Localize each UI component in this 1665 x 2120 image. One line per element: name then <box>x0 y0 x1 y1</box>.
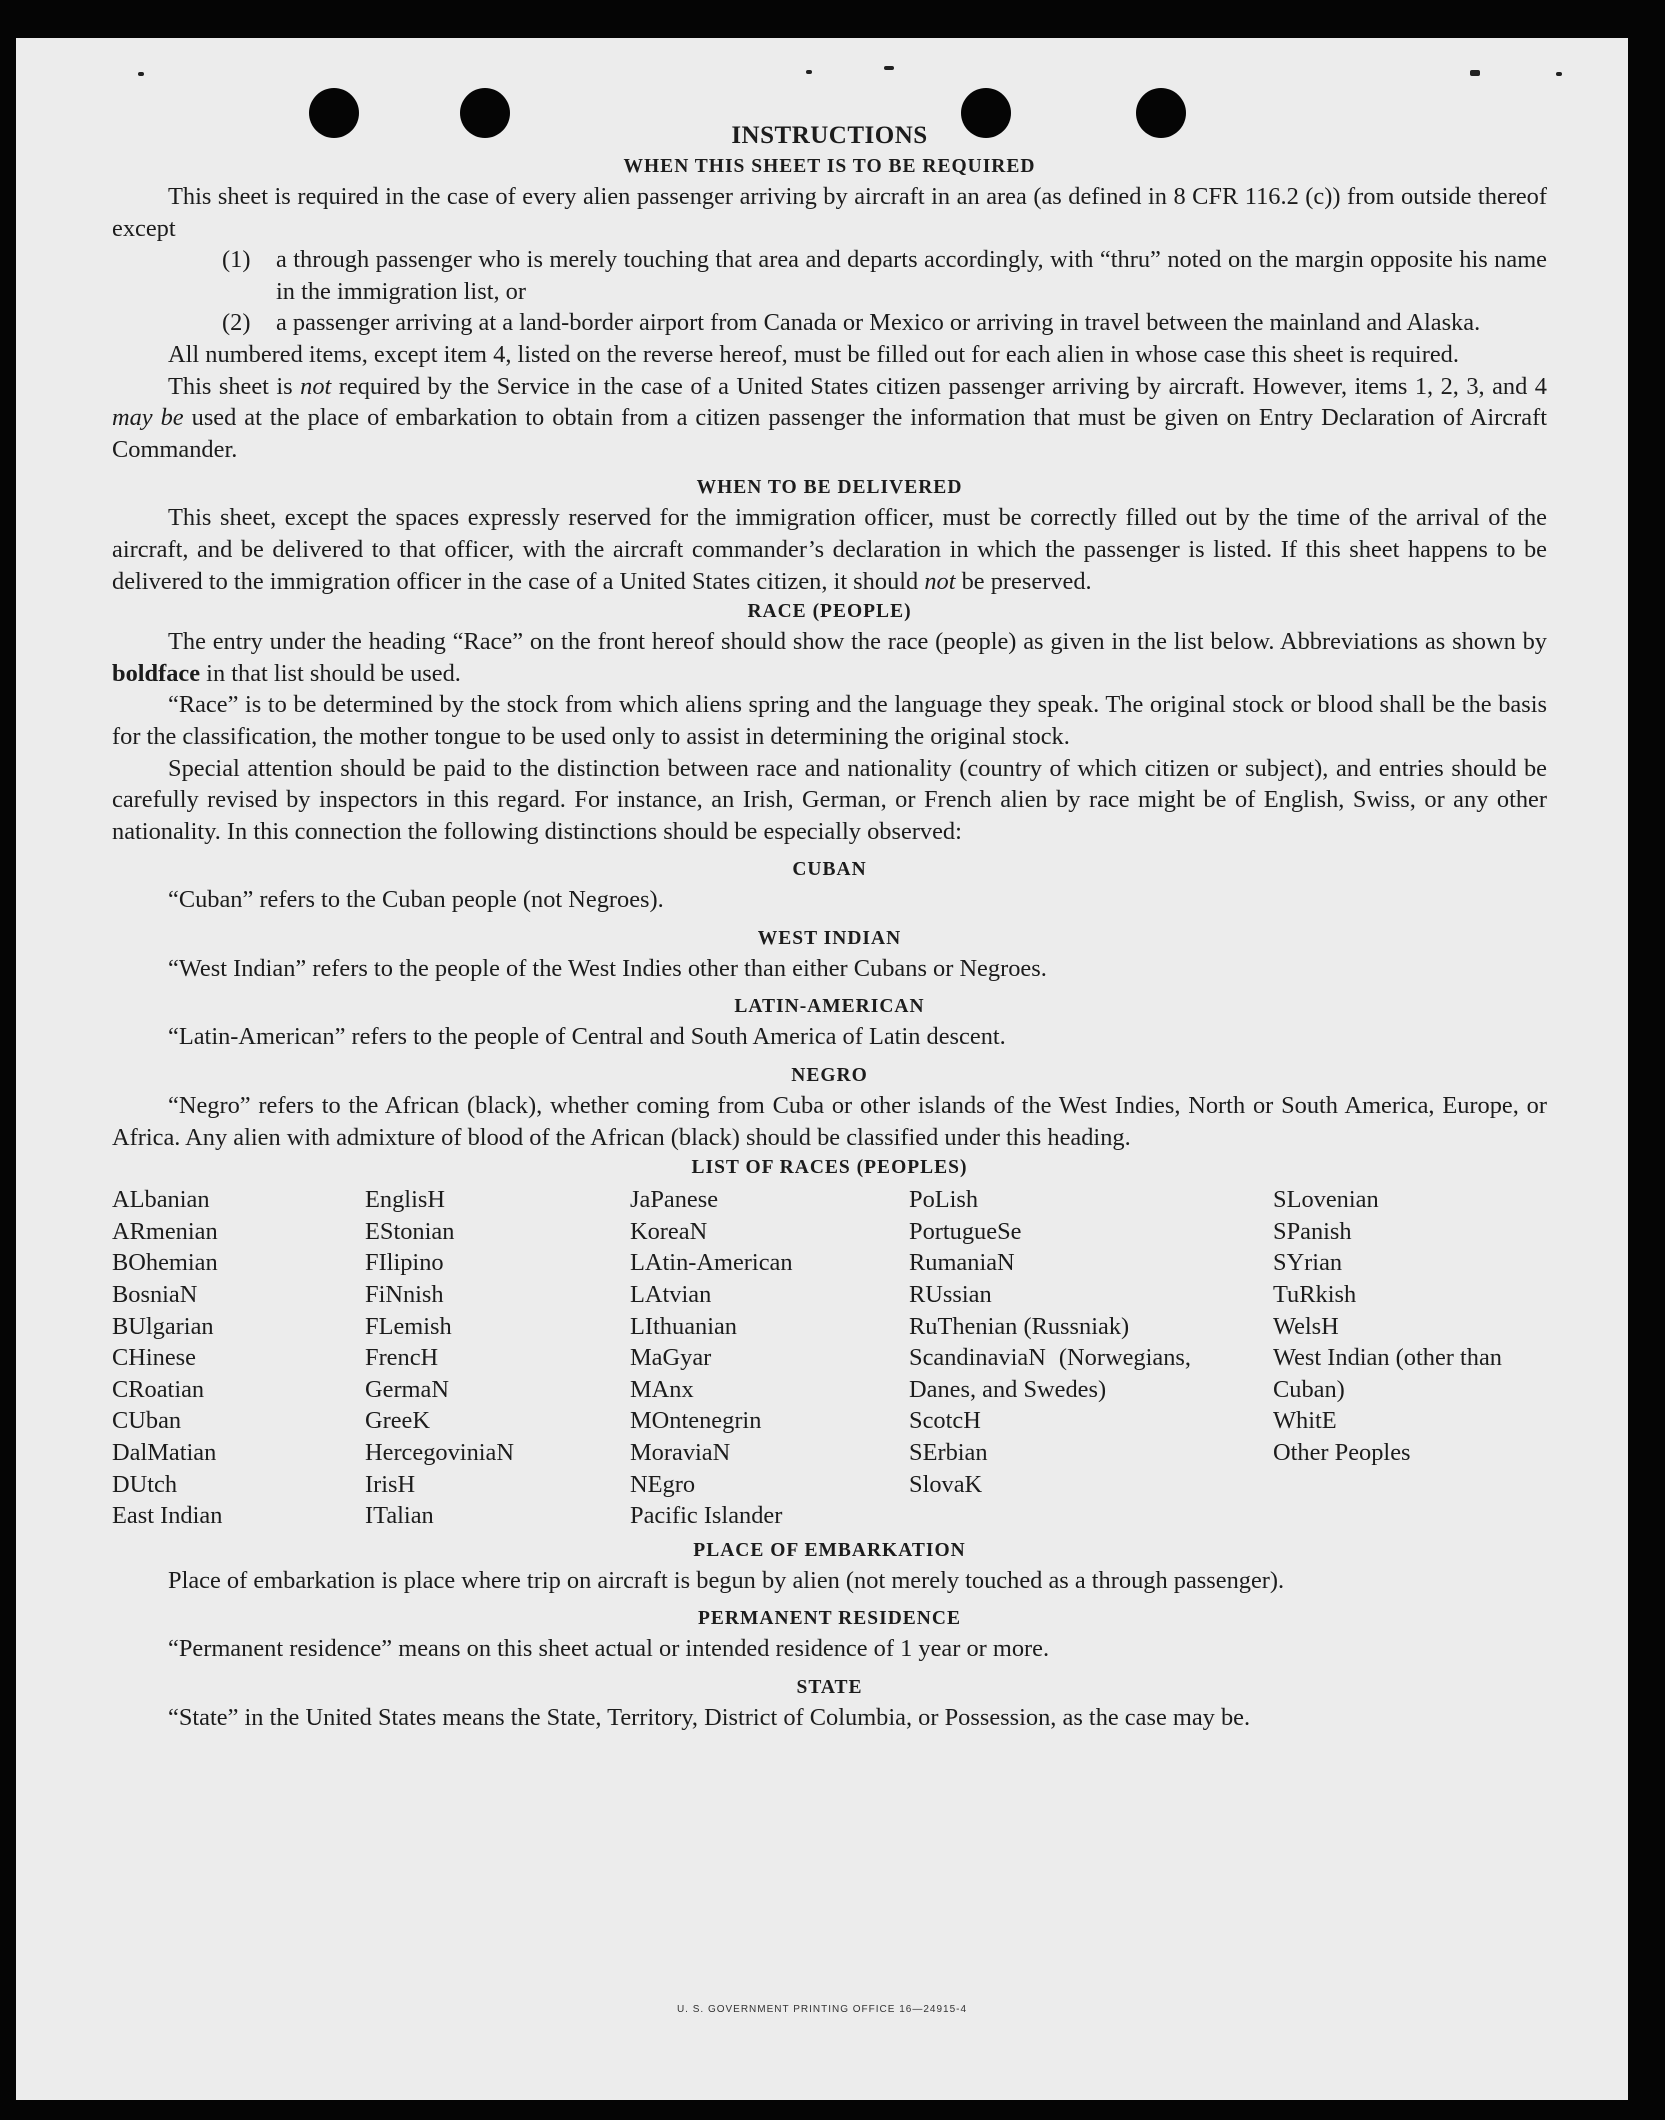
section-heading-required: WHEN THIS SHEET IS TO BE REQUIRED <box>623 156 1036 177</box>
race-entry: HercegoviniaN <box>365 1439 514 1466</box>
race-entry: LAtvian <box>630 1281 712 1309</box>
race-entry: WelsH <box>1273 1312 1339 1340</box>
race-entry: Pacific Islander <box>630 1502 783 1530</box>
race-entry: FLemish <box>365 1312 452 1340</box>
race-entry: KoreaN <box>630 1217 708 1245</box>
race-entry: TuRkish <box>1273 1281 1357 1309</box>
race-entry: Other Peoples <box>1273 1439 1411 1466</box>
race-entry: RumaniaN <box>909 1249 1015 1277</box>
paragraph: “Negro” refers to the African (black), whether coming from Cuba or other islands of the West Indies, North or South America, Europe, or Africa. Any alien with admixture of blood of the African (black) should be classified under this heading. <box>112 1092 1547 1151</box>
section-heading-west-indian: WEST INDIAN <box>757 927 902 949</box>
race-entry: ITalian <box>365 1502 434 1530</box>
race-entry: West Indian (other than Cuban) <box>1273 1344 1502 1403</box>
race-column <box>909 1184 1273 1532</box>
paragraph: “Permanent residence” means on this sheet actual or intended residence of 1 year or more. <box>168 1635 1050 1663</box>
emphasis: may be <box>112 404 184 432</box>
paragraph: This sheet is required in the case of every alien passenger arriving by aircraft in an area (as defined in 8 CFR 116.2 (c)) from outside thereof except <box>112 183 1547 242</box>
race-column <box>112 1184 365 1532</box>
text-span: This sheet, except the spaces expressly reserved for the immigration officer, must be correctly filled out by the time of the arrival of the aircraft, and be delivered to that officer, with the aircraft commander’s declaration in which the passenger is listed. If this sheet happens to be delivered to the immigration officer in the case of a United States citizen, it should <box>112 504 1547 595</box>
section-heading-state: STATE <box>796 1676 863 1698</box>
race-entry: WhitE <box>1273 1407 1337 1435</box>
race-entry: BosniaN <box>112 1281 198 1309</box>
race-entry: PortugueSe <box>909 1217 1022 1245</box>
speck <box>806 70 812 74</box>
race-entry: FiNnish <box>365 1281 444 1309</box>
bold-text: boldface <box>112 659 201 687</box>
text-span: in that list should be used. <box>200 659 461 687</box>
race-entry: SLovenian <box>1273 1186 1379 1214</box>
item-text: a through passenger who is merely touching that area and departs accordingly, with “thru” noted on the margin opposite his name in the immigration list, or <box>276 246 1547 305</box>
page-title: INSTRUCTIONS <box>731 122 928 149</box>
emphasis: not <box>924 567 956 595</box>
paragraph: “Race” is to be determined by the stock from which aliens spring and the language they speak. The original stock or blood shall be the basis for the classification, the mother tongue to be used only to assist in determining the original stock. <box>112 691 1547 750</box>
race-entry: CUban <box>112 1407 182 1435</box>
race-entry: PoLish <box>909 1186 979 1214</box>
race-entry: ALbanian <box>112 1186 210 1214</box>
race-entry: EnglisH <box>365 1186 445 1214</box>
race-entry: ScotcH <box>909 1407 981 1435</box>
list-item <box>112 307 1547 339</box>
race-entry: JaPanese <box>630 1186 719 1214</box>
paragraph <box>112 626 1547 689</box>
section-heading-delivered: WHEN TO BE DELIVERED <box>696 477 963 499</box>
emphasis: not <box>300 372 332 400</box>
speck <box>1556 72 1562 76</box>
list-item <box>112 244 1547 307</box>
race-entry: SErbian <box>909 1439 988 1466</box>
race-entry: DUtch <box>112 1470 178 1498</box>
race-entry: EStonian <box>365 1217 455 1245</box>
race-entry: CRoatian <box>112 1375 205 1403</box>
text-span: be preserved. <box>955 567 1092 595</box>
paragraph: “West Indian” refers to the people of the West Indies other than either Cubans or Negroes. <box>168 954 1047 982</box>
race-entry: BOhemian <box>112 1249 218 1277</box>
speck <box>1470 70 1480 76</box>
race-entry: DalMatian <box>112 1439 217 1466</box>
race-entry: GreeK <box>365 1407 431 1435</box>
paragraph: Place of embarkation is place where trip on aircraft is begun by alien (not merely touched as a through passenger). <box>168 1566 1285 1594</box>
race-entry: SlovaK <box>909 1470 983 1498</box>
race-entry: East Indian <box>112 1502 223 1530</box>
item-number: (1) <box>222 246 251 274</box>
paragraph: Special attention should be paid to the distinction between race and nationality (country of which citizen or subject), and entries should be carefully revised by inspectors in this regard. For instance, an Irish, German, or French alien by race might be of English, Swiss, or any other nationality. In this connection the following distinctions should be especially observed: <box>112 754 1547 845</box>
section-heading-embarkation: PLACE OF EMBARKATION <box>693 1539 966 1561</box>
paragraph: “Latin-American” refers to the people of Central and South America of Latin descent. <box>168 1023 1006 1051</box>
race-entry: SYrian <box>1273 1249 1343 1277</box>
document-sheet <box>16 38 1628 2100</box>
race-entry: SPanish <box>1273 1217 1352 1245</box>
paragraph: “Cuban” refers to the Cuban people (not Negroes). <box>168 886 664 914</box>
race-entry: LIthuanian <box>630 1312 738 1340</box>
race-entry: RuThenian (Russniak) <box>909 1312 1130 1340</box>
race-entry: NEgro <box>630 1470 696 1498</box>
race-entry: MOntenegrin <box>630 1407 762 1435</box>
race-list <box>112 1184 1547 1532</box>
item-text: a passenger arriving at a land-border airport from Canada or Mexico or arriving in travel between the mainland and Alaska. <box>276 309 1481 337</box>
section-heading-negro: NEGRO <box>791 1065 868 1087</box>
instructions-content <box>112 120 1547 1734</box>
race-entry: MAnx <box>630 1375 694 1403</box>
paragraph <box>112 502 1547 597</box>
race-entry: IrisH <box>365 1470 416 1498</box>
section-heading-latin-american: LATIN-AMERICAN <box>734 996 925 1018</box>
section-heading-race: RACE (PEOPLE) <box>747 601 912 623</box>
printing-office-footer: U. S. GOVERNMENT PRINTING OFFICE 16—24915-4 <box>676 2004 968 2015</box>
paragraph: All numbered items, except item 4, listed on the reverse hereof, must be filled out for each alien in whose case this sheet is required. <box>168 340 1459 368</box>
race-column <box>630 1184 909 1532</box>
race-entry: LAtin-American <box>630 1249 793 1277</box>
race-entry: BUlgarian <box>112 1312 214 1340</box>
race-entry: ScandinaviaN (Norwegians, Danes, and Swedes) <box>909 1344 1191 1403</box>
race-entry: GermaN <box>365 1375 449 1403</box>
text-span: This sheet is <box>168 372 301 400</box>
race-column <box>1273 1184 1543 1532</box>
paragraph <box>112 371 1547 466</box>
text-span: used at the place of embarkation to obtain from a citizen passenger the information that must be given on Entry Declaration of Aircraft Commander. <box>112 404 1547 463</box>
race-entry: FrencH <box>365 1344 439 1372</box>
section-heading-cuban: CUBAN <box>792 859 867 881</box>
race-entry: FIlipino <box>365 1249 444 1277</box>
item-number: (2) <box>222 309 251 337</box>
race-entry: MoraviaN <box>630 1439 731 1466</box>
race-column <box>365 1184 630 1532</box>
text-span: required by the Service in the case of a United States citizen passenger arriving by aircraft. However, items 1, 2, 3, and 4 <box>331 372 1547 400</box>
paragraph: “State” in the United States means the State, Territory, District of Columbia, or Possession, as the case may be. <box>168 1703 1251 1731</box>
speck <box>138 72 144 76</box>
section-heading-list-of-races: LIST OF RACES (PEOPLES) <box>691 1157 968 1179</box>
section-heading-residence: PERMANENT RESIDENCE <box>698 1608 961 1630</box>
text-span: The entry under the heading “Race” on the front hereof should show the race (people) as given in the list below. Abbreviations as shown by <box>168 628 1547 656</box>
speck <box>884 66 894 70</box>
race-entry: ARmenian <box>112 1217 218 1245</box>
race-entry: RUssian <box>909 1281 992 1309</box>
race-entry: MaGyar <box>630 1344 712 1372</box>
race-entry: CHinese <box>112 1344 196 1372</box>
